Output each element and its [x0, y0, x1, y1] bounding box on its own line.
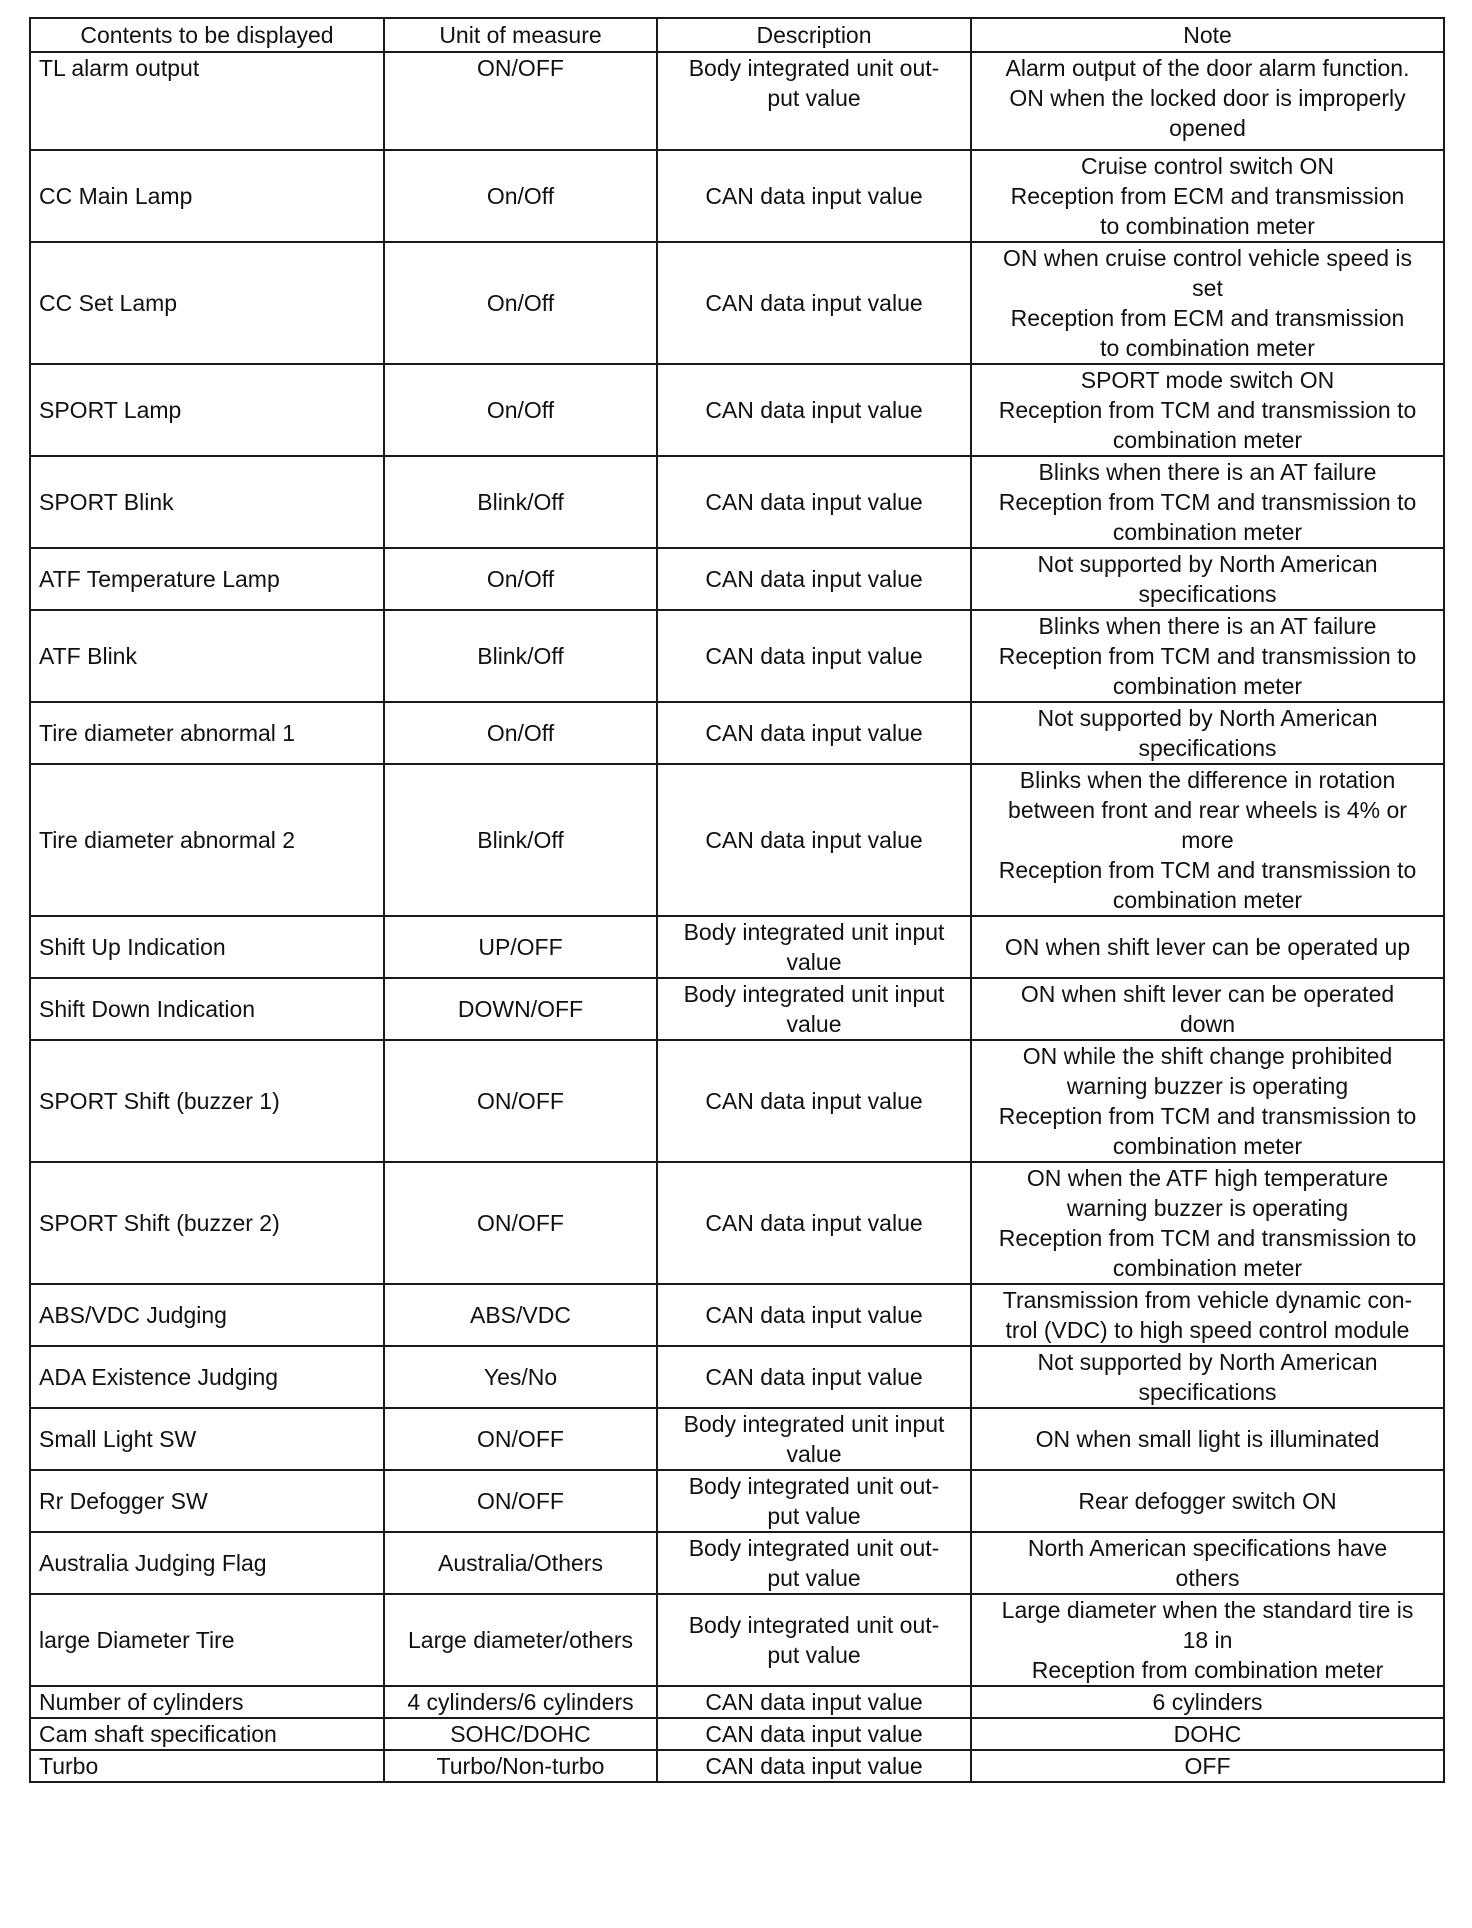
note-line: set — [1192, 275, 1223, 301]
cell-unit: On/Off — [384, 364, 657, 456]
cell-contents: Small Light SW — [30, 1408, 384, 1470]
table-body — [30, 52, 1444, 1782]
cell-unit: Blink/Off — [384, 764, 657, 916]
table-row — [30, 52, 1444, 150]
table-row — [30, 150, 1444, 242]
cell-description — [657, 1686, 971, 1718]
header-unit: Unit of measure — [384, 18, 657, 52]
cell-note — [971, 916, 1444, 978]
cell-note — [971, 764, 1444, 916]
cell-note — [971, 150, 1444, 242]
note-line: 18 in — [1182, 1627, 1233, 1653]
cell-contents: Shift Up Indication — [30, 916, 384, 978]
description-line: Body integrated unit input — [683, 919, 945, 945]
table-row — [30, 1346, 1444, 1408]
description-line: CAN data input value — [705, 566, 923, 592]
cell-description — [657, 1718, 971, 1750]
note-line: Not supported by North American — [1037, 1349, 1378, 1375]
note-line: ON while the shift change prohibited — [1022, 1043, 1393, 1069]
header-note: Note — [971, 18, 1444, 52]
table-row — [30, 916, 1444, 978]
cell-contents: Tire diameter abnormal 2 — [30, 764, 384, 916]
cell-description — [657, 1470, 971, 1532]
table-row — [30, 1750, 1444, 1782]
description-line: Body integrated unit out- — [688, 55, 940, 81]
note-line: Blinks when there is an AT failure — [1038, 613, 1377, 639]
note-line: more — [1181, 827, 1234, 853]
table-row — [30, 1718, 1444, 1750]
cell-unit: Blink/Off — [384, 456, 657, 548]
cell-note — [971, 1040, 1444, 1162]
note-line: ON when cruise control vehicle speed is — [1002, 245, 1413, 271]
description-line: Body integrated unit input — [683, 1411, 945, 1437]
note-line: ON when small light is illuminated — [1035, 1426, 1380, 1452]
note-line: combination meter — [1112, 673, 1303, 699]
cell-contents: ADA Existence Judging — [30, 1346, 384, 1408]
cell-note — [971, 1532, 1444, 1594]
cell-contents: TL alarm output — [30, 52, 384, 150]
note-line: combination meter — [1112, 1133, 1303, 1159]
cell-description — [657, 1162, 971, 1284]
note-line: Reception from ECM and transmission — [1010, 305, 1405, 331]
table-row — [30, 1470, 1444, 1532]
note-line: trol (VDC) to high speed control module — [1005, 1317, 1410, 1343]
cell-contents: SPORT Shift (buzzer 2) — [30, 1162, 384, 1284]
table-row — [30, 1162, 1444, 1284]
cell-description — [657, 702, 971, 764]
description-line: CAN data input value — [705, 1088, 923, 1114]
header-contents: Contents to be displayed — [30, 18, 384, 52]
cell-unit: ON/OFF — [384, 1470, 657, 1532]
note-line: to combination meter — [1100, 213, 1315, 239]
table-row — [30, 1532, 1444, 1594]
description-line: Body integrated unit out- — [688, 1473, 940, 1499]
document-page — [29, 17, 1443, 1783]
table-row — [30, 764, 1444, 916]
cell-contents: Number of cylinders — [30, 1686, 384, 1718]
header-description: Description — [657, 18, 971, 52]
cell-description — [657, 1040, 971, 1162]
cell-unit: ABS/VDC — [384, 1284, 657, 1346]
note-line: combination meter — [1112, 1255, 1303, 1281]
description-line: CAN data input value — [705, 1364, 923, 1390]
note-line: ON when shift lever can be operated up — [1004, 934, 1411, 960]
cell-unit: 4 cylinders/6 cylinders — [384, 1686, 657, 1718]
table-row — [30, 1284, 1444, 1346]
description-line: value — [786, 1011, 842, 1037]
cell-contents: CC Main Lamp — [30, 150, 384, 242]
cell-note — [971, 1162, 1444, 1284]
table-row — [30, 1408, 1444, 1470]
cell-contents: SPORT Blink — [30, 456, 384, 548]
cell-contents: SPORT Shift (buzzer 1) — [30, 1040, 384, 1162]
cell-unit: ON/OFF — [384, 1408, 657, 1470]
table-row — [30, 242, 1444, 364]
note-line: Blinks when there is an AT failure — [1038, 459, 1377, 485]
cell-contents: Cam shaft specification — [30, 1718, 384, 1750]
cell-unit: On/Off — [384, 242, 657, 364]
table-row — [30, 610, 1444, 702]
description-line: put value — [767, 85, 861, 111]
cell-note — [971, 1594, 1444, 1686]
description-line: CAN data input value — [705, 397, 923, 423]
cell-description — [657, 978, 971, 1040]
table-row — [30, 978, 1444, 1040]
note-line: warning buzzer is operating — [1066, 1195, 1349, 1221]
note-line: between front and rear wheels is 4% or — [1008, 797, 1407, 823]
note-line: specifications — [1138, 581, 1277, 607]
table-row — [30, 1686, 1444, 1718]
note-line: down — [1180, 1011, 1235, 1037]
cell-contents: Turbo — [30, 1750, 384, 1782]
note-line: Reception from TCM and transmission to — [998, 1225, 1417, 1251]
description-line: Body integrated unit out- — [688, 1612, 940, 1638]
cell-contents: ABS/VDC Judging — [30, 1284, 384, 1346]
cell-unit: Yes/No — [384, 1346, 657, 1408]
cell-unit: Australia/Others — [384, 1532, 657, 1594]
cell-description — [657, 610, 971, 702]
cell-contents: SPORT Lamp — [30, 364, 384, 456]
cell-description — [657, 548, 971, 610]
description-line: Body integrated unit input — [683, 981, 945, 1007]
cell-description — [657, 764, 971, 916]
description-line: put value — [767, 1565, 861, 1591]
cell-note — [971, 1718, 1444, 1750]
note-line: Transmission from vehicle dynamic con- — [1002, 1287, 1413, 1313]
description-line: value — [786, 1441, 842, 1467]
cell-contents: large Diameter Tire — [30, 1594, 384, 1686]
data-monitor-table — [29, 17, 1445, 1783]
note-line: North American specifications have — [1027, 1535, 1388, 1561]
note-line: SPORT mode switch ON — [1080, 367, 1335, 393]
cell-note — [971, 364, 1444, 456]
note-line: ON when the locked door is improperly — [1009, 85, 1406, 111]
description-line: CAN data input value — [705, 827, 923, 853]
note-line: combination meter — [1112, 427, 1303, 453]
table-row — [30, 364, 1444, 456]
cell-contents: CC Set Lamp — [30, 242, 384, 364]
cell-description — [657, 1532, 971, 1594]
description-line: CAN data input value — [705, 290, 923, 316]
note-line: combination meter — [1112, 887, 1303, 913]
cell-contents: ATF Temperature Lamp — [30, 548, 384, 610]
cell-unit: Turbo/Non-turbo — [384, 1750, 657, 1782]
table-row — [30, 702, 1444, 764]
cell-note — [971, 702, 1444, 764]
cell-description — [657, 150, 971, 242]
note-line: opened — [1169, 115, 1246, 141]
cell-note — [971, 1686, 1444, 1718]
cell-contents: Australia Judging Flag — [30, 1532, 384, 1594]
table-row — [30, 1040, 1444, 1162]
description-line: CAN data input value — [705, 1721, 923, 1747]
cell-description — [657, 1346, 971, 1408]
note-line: Reception from TCM and transmission to — [998, 489, 1417, 515]
cell-description — [657, 456, 971, 548]
note-line: others — [1175, 1565, 1240, 1591]
cell-description — [657, 52, 971, 150]
description-line: put value — [767, 1642, 861, 1668]
cell-unit: Blink/Off — [384, 610, 657, 702]
note-line: Blinks when the difference in rotation — [1019, 767, 1396, 793]
cell-description — [657, 1750, 971, 1782]
note-line: Alarm output of the door alarm function. — [1005, 55, 1410, 81]
note-line: Reception from TCM and transmission to — [998, 857, 1417, 883]
description-line: CAN data input value — [705, 643, 923, 669]
cell-unit: DOWN/OFF — [384, 978, 657, 1040]
cell-contents: Shift Down Indication — [30, 978, 384, 1040]
table-row — [30, 456, 1444, 548]
description-line: Body integrated unit out- — [688, 1535, 940, 1561]
cell-unit: Large diameter/others — [384, 1594, 657, 1686]
note-line: Not supported by North American — [1037, 551, 1378, 577]
cell-note — [971, 1284, 1444, 1346]
note-line: 6 cylinders — [1152, 1689, 1263, 1715]
note-line: specifications — [1138, 735, 1277, 761]
description-line: put value — [767, 1503, 861, 1529]
cell-unit: On/Off — [384, 702, 657, 764]
cell-note — [971, 1470, 1444, 1532]
description-line: CAN data input value — [705, 183, 923, 209]
description-line: CAN data input value — [705, 1689, 923, 1715]
description-line: CAN data input value — [705, 489, 923, 515]
note-line: warning buzzer is operating — [1066, 1073, 1349, 1099]
cell-contents: Tire diameter abnormal 1 — [30, 702, 384, 764]
note-line: DOHC — [1173, 1721, 1242, 1747]
note-line: to combination meter — [1100, 335, 1315, 361]
cell-description — [657, 364, 971, 456]
cell-note — [971, 456, 1444, 548]
cell-note — [971, 548, 1444, 610]
cell-description — [657, 916, 971, 978]
cell-unit: On/Off — [384, 548, 657, 610]
cell-unit: SOHC/DOHC — [384, 1718, 657, 1750]
cell-note — [971, 1408, 1444, 1470]
cell-note — [971, 610, 1444, 702]
note-line: Reception from ECM and transmission — [1010, 183, 1405, 209]
note-line: Cruise control switch ON — [1080, 153, 1335, 179]
note-line: ON when shift lever can be operated — [1020, 981, 1395, 1007]
cell-description — [657, 1408, 971, 1470]
description-line: value — [786, 949, 842, 975]
description-line: CAN data input value — [705, 1753, 923, 1779]
cell-description — [657, 1594, 971, 1686]
description-line: CAN data input value — [705, 720, 923, 746]
cell-note — [971, 52, 1444, 150]
cell-unit: On/Off — [384, 150, 657, 242]
note-line: Reception from TCM and transmission to — [998, 397, 1417, 423]
cell-unit: UP/OFF — [384, 916, 657, 978]
cell-note — [971, 242, 1444, 364]
cell-contents: ATF Blink — [30, 610, 384, 702]
cell-unit: ON/OFF — [384, 52, 657, 150]
note-line: specifications — [1138, 1379, 1277, 1405]
note-line: ON when the ATF high temperature — [1026, 1165, 1389, 1191]
cell-note — [971, 978, 1444, 1040]
note-line: Reception from TCM and transmission to — [998, 643, 1417, 669]
description-line: CAN data input value — [705, 1210, 923, 1236]
note-line: Reception from TCM and transmission to — [998, 1103, 1417, 1129]
table-header-row — [30, 18, 1444, 52]
note-line: Large diameter when the standard tire is — [1001, 1597, 1414, 1623]
note-line: Reception from combination meter — [1031, 1657, 1384, 1683]
note-line: OFF — [1184, 1753, 1231, 1779]
cell-unit: ON/OFF — [384, 1162, 657, 1284]
cell-note — [971, 1750, 1444, 1782]
cell-description — [657, 242, 971, 364]
cell-contents: Rr Defogger SW — [30, 1470, 384, 1532]
note-line: combination meter — [1112, 519, 1303, 545]
cell-note — [971, 1346, 1444, 1408]
cell-description — [657, 1284, 971, 1346]
table-row — [30, 1594, 1444, 1686]
note-line: Not supported by North American — [1037, 705, 1378, 731]
description-line: CAN data input value — [705, 1302, 923, 1328]
cell-unit: ON/OFF — [384, 1040, 657, 1162]
note-line: Rear defogger switch ON — [1078, 1488, 1337, 1514]
table-row — [30, 548, 1444, 610]
